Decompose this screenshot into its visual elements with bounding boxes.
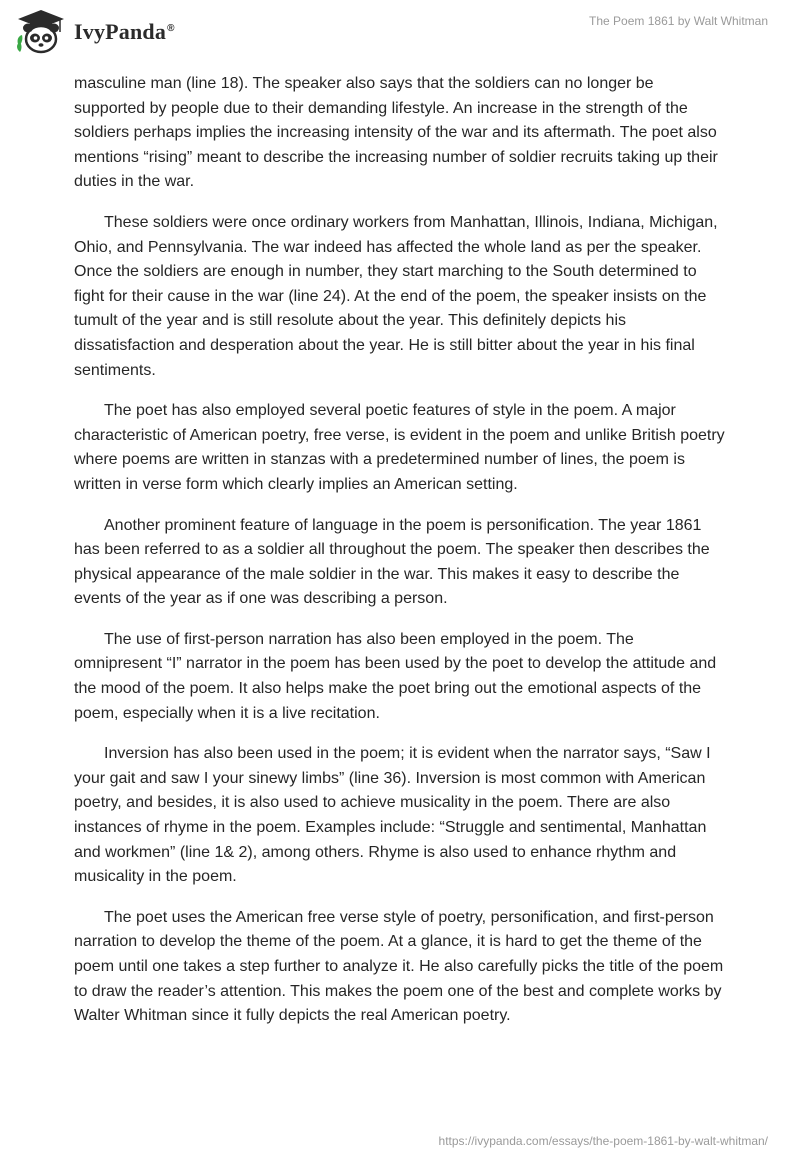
essay-paragraph: These soldiers were once ordinary workers from Manhattan, Illinois, Indiana, Michigan, Ohio, and Pennsylvania. The war indeed has affected the whole land as per the speaker. Once the soldiers are enough in number, they start marching to the South determined to fight for their cause in the war (line 24). At the end of the poem, the speaker insists on the tumult of the year and is still resolute about the year. This definitely depicts his dissatisfaction and desperation about the year. He is still bitter about the year in his final sentiments.	[74, 213, 718, 379]
essay-paragraph: The use of first-person narration has also been employed in the poem. The omnipresent “I” narrator in the poem has been used by the poet to develop the attitude and the mood of the poem. It also helps make the poet bring out the emotional aspects of the poem, especially when it is a live recitation.	[74, 630, 717, 722]
logo-wordmark: IvyPanda®	[74, 19, 175, 44]
essay-body	[74, 72, 726, 1045]
essay-paragraph: Inversion has also been used in the poem; it is evident when the narrator says, “Saw I your gait and saw I your sinewy limbs” (line 36). Inversion is most common with American poetry, and besides, it is also used to achieve musicality in the poem. There are also instances of rhyme in the poem. Examples include: “Struggle and sentimental, Manhattan and workmen” (line 1& 2), among others. Rhyme is also used to enhance rhythm and musicality in the poem.	[74, 745, 711, 886]
source-url[interactable]: https://ivypanda.com/essays/the-poem-1861-by-walt-whitman/	[438, 1134, 768, 1148]
essay-paragraph: The poet has also employed several poetic features of style in the poem. A major characteristic of American poetry, free verse, is evident in the poem and unlike British poetry where poems are written in stanzas with a predetermined number of lines, the poem is written in verse form which clearly implies an American setting.	[74, 402, 725, 493]
essay-paragraph: The poet uses the American free verse style of poetry, personification, and first-person narration to develop the theme of the poem. At a glance, it is hard to get the theme of the poem until one takes a step further to analyze it. He also carefully picks the title of the poem to draw the reader’s attention. This makes the poem one of the best and complete works by Walter Whitman since it fully depicts the real American poetry.	[74, 908, 724, 1025]
document-title: The Poem 1861 by Walt Whitman	[589, 14, 768, 28]
ivypanda-logo[interactable]	[14, 8, 175, 56]
panda-graduate-icon	[14, 8, 68, 56]
essay-paragraph: Another prominent feature of language in the poem is personification. The year 1861 has been referred to as a soldier all throughout the poem. The speaker then describes the physical appearance of the male soldier in the war. This makes it easy to describe the events of the year as if one was describing a person.	[74, 516, 710, 608]
essay-paragraph: masculine man (line 18). The speaker also says that the soldiers can no longer be supported by people due to their demanding lifestyle. An increase in the strength of the soldiers perhaps implies the increasing intensity of the war and its aftermath. The poet also mentions “rising” meant to describe the increasing number of soldier recruits taking up their duties in the war.	[74, 75, 718, 191]
page-header	[0, 0, 800, 64]
